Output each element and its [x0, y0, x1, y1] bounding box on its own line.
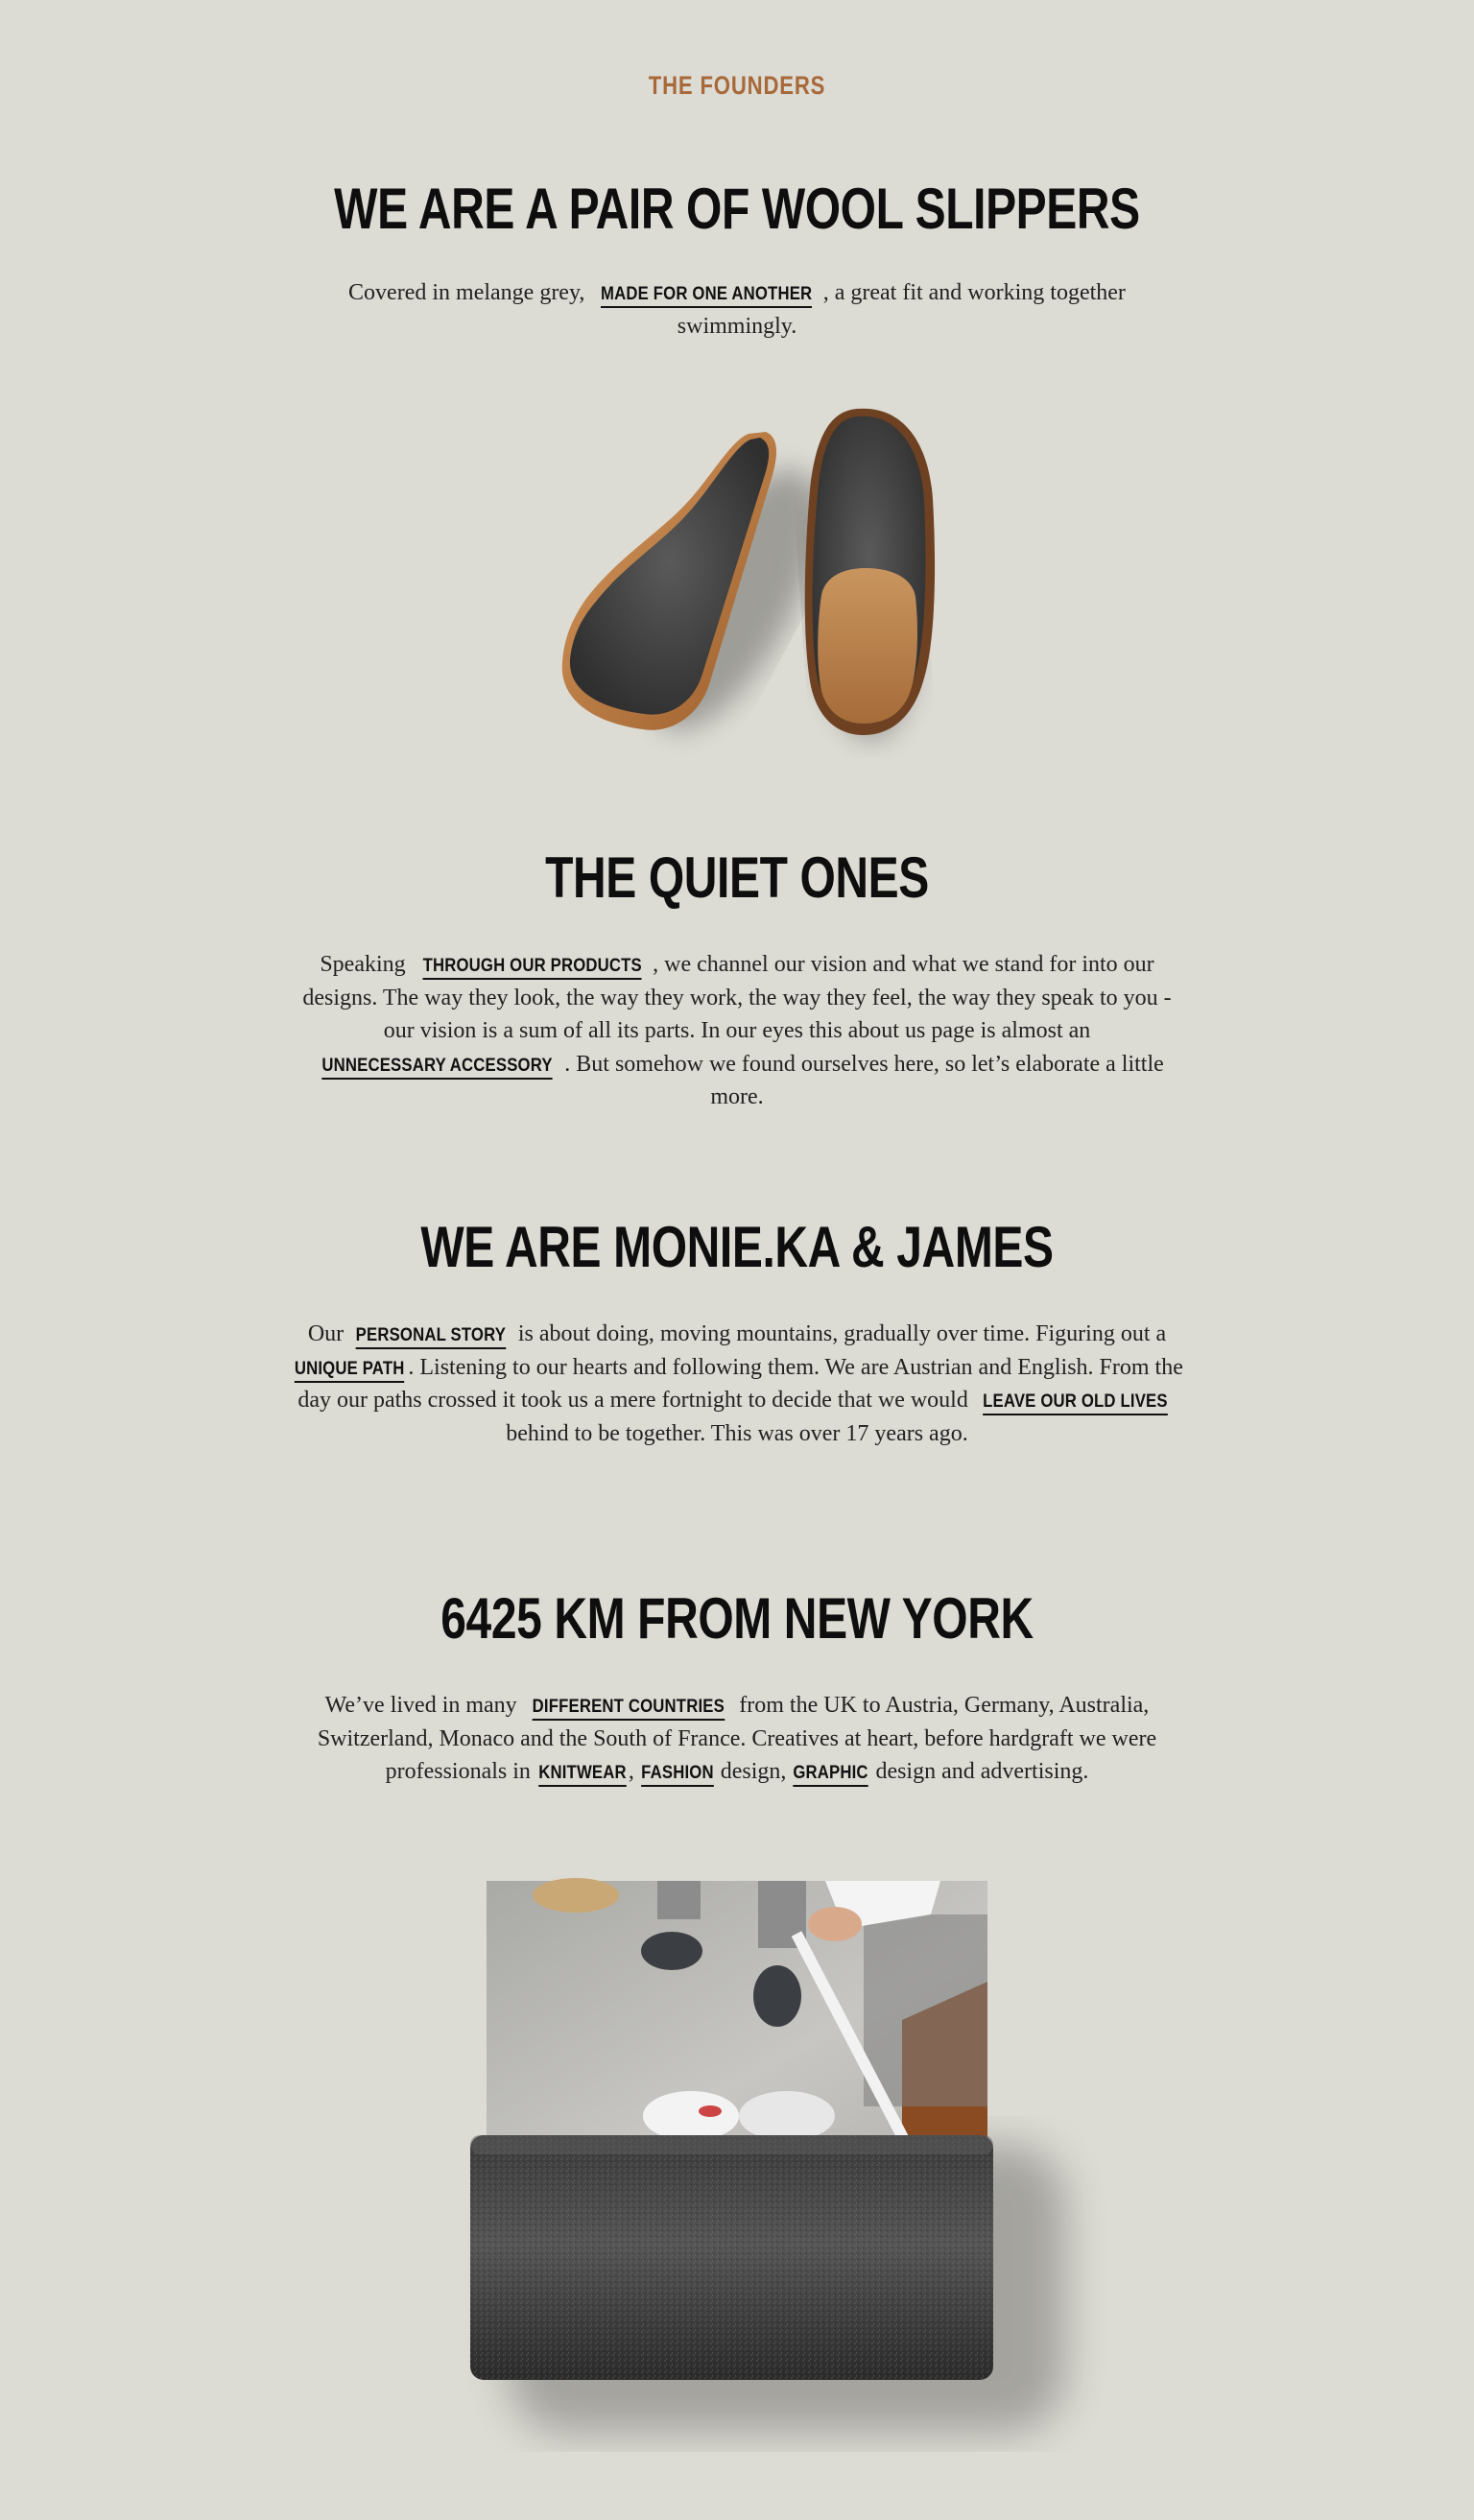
- section-quiet-ones: [0, 844, 1474, 1114]
- link-graphic[interactable]: GRAPHIC: [794, 1763, 868, 1787]
- text-run: design,: [714, 1759, 793, 1784]
- section-heading: 6425 KM FROM NEW YORK: [440, 1586, 1034, 1651]
- link-unique-path[interactable]: UNIQUE PATH: [295, 1359, 405, 1383]
- text-run: , we channel our vision and what we stand for into our designs. The way they look, the way they work, the way they feel, the way they speak to you - our vision is a sum of all its parts. In our eyes this about us page is almost an: [302, 952, 1172, 1043]
- wool-slippers-image: [537, 393, 979, 758]
- text-run: ,: [628, 1759, 640, 1784]
- text-run: behind to be together. This was over 17 years ago.: [506, 1420, 968, 1446]
- text-run: . Listening to our hearts and following them. We are Austrian and English. From the day our paths crossed it took us a mere fortnight to decide that we would: [297, 1354, 1183, 1413]
- link-through-our-products[interactable]: THROUGH OUR PRODUCTS: [422, 956, 641, 980]
- link-different-countries[interactable]: DIFFERENT COUNTRIES: [532, 1697, 724, 1721]
- text-run: Covered in melange grey,: [348, 280, 591, 305]
- link-personal-story[interactable]: PERSONAL STORY: [356, 1325, 506, 1349]
- text-run: is about doing, moving mountains, gradually over time. Figuring out a: [511, 1321, 1167, 1346]
- section-founders-names: [0, 1214, 1474, 1450]
- founders-photo-rug-image: [451, 1876, 1123, 2452]
- text-run: Speaking: [320, 952, 412, 977]
- text-run: from the UK to Austria, Germany, Australia, Switzerland, Monaco and the South of France. Creatives at heart, before hardgraft we were professionals in: [317, 1693, 1157, 1784]
- link-fashion[interactable]: FASHION: [641, 1763, 714, 1787]
- quiet-ones-paragraph: [291, 948, 1183, 1114]
- section-heading: THE QUIET ONES: [545, 845, 929, 910]
- section-new-york: [0, 1585, 1474, 1789]
- section-wool-slippers: [0, 176, 1474, 343]
- text-run: , a great fit and working together swimmingly.: [677, 280, 1126, 339]
- text-run: design and advertising.: [869, 1759, 1089, 1784]
- text-run: . But somehow we found ourselves here, so let’s elaborate a little more.: [564, 1051, 1164, 1109]
- founders-paragraph: [291, 1318, 1183, 1450]
- text-run: Our: [307, 1321, 350, 1346]
- link-knitwear[interactable]: KNITWEAR: [538, 1763, 627, 1787]
- new-york-paragraph: [276, 1689, 1198, 1789]
- text-run: We’ve lived in many: [324, 1693, 523, 1718]
- link-unnecessary-accessory[interactable]: UNNECESSARY ACCESSORY: [322, 1056, 553, 1080]
- section-heading: WE ARE MONIE.KA & JAMES: [420, 1215, 1054, 1279]
- link-made-for-one-another[interactable]: MADE FOR ONE ANOTHER: [601, 284, 812, 308]
- link-leave-our-old-lives[interactable]: LEAVE OUR OLD LIVES: [983, 1391, 1168, 1415]
- section-eyebrow: THE FOUNDERS: [648, 71, 826, 100]
- page-title: WE ARE A PAIR OF WOOL SLIPPERS: [334, 177, 1140, 241]
- intro-paragraph: [291, 276, 1183, 343]
